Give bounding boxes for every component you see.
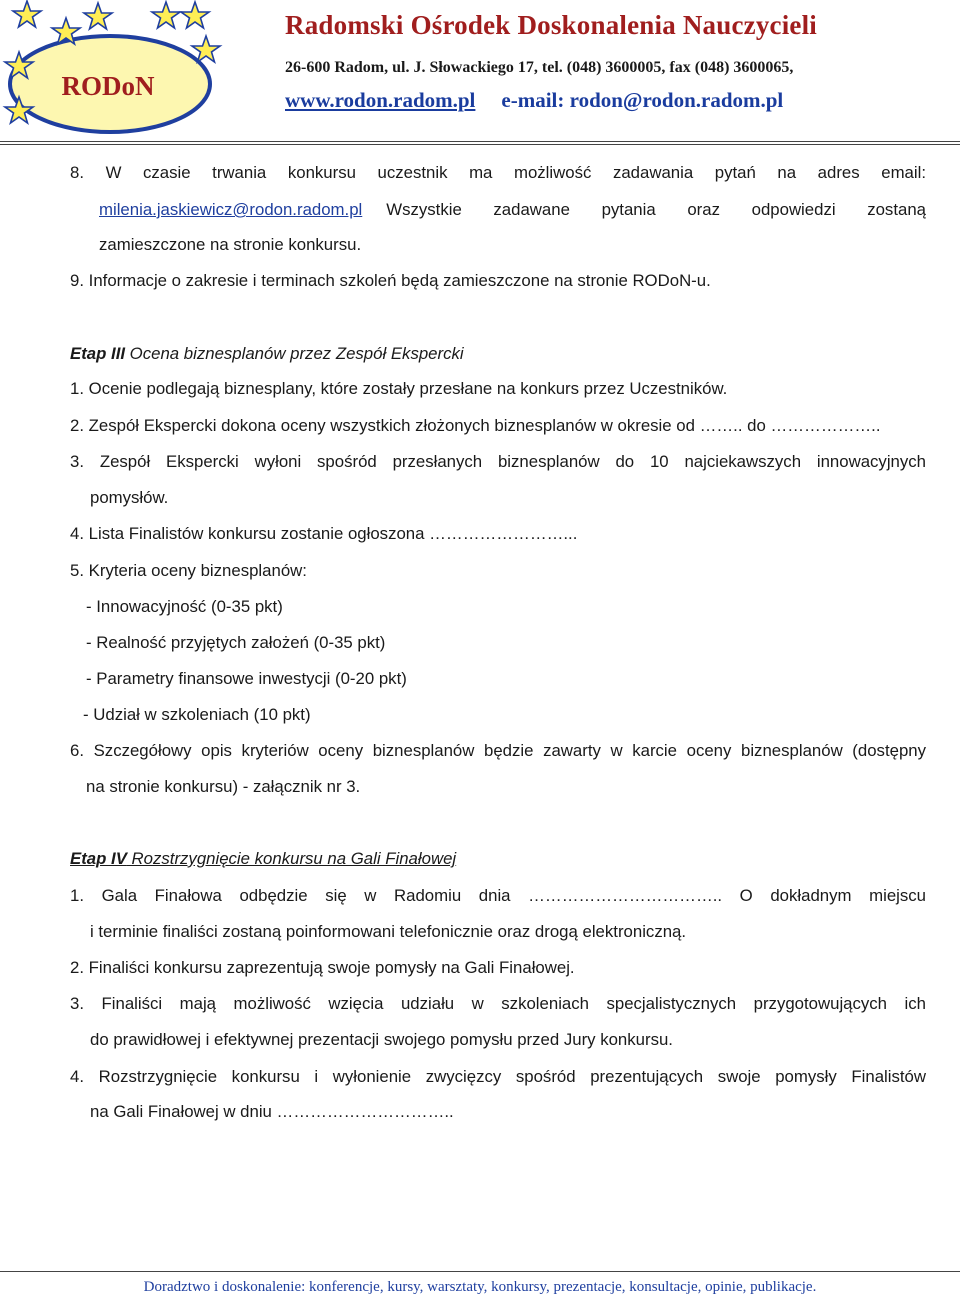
stage-4-label: Etap IV	[70, 849, 127, 868]
stage-4-item-3-line-2: do prawidłowej i efektywnej prezentacji swojego pomysłu przed Jury konkursu.	[90, 1030, 673, 1049]
logo-text: RODoN	[61, 71, 155, 101]
item-8-line-2-text: Wszystkie zadawane pytania oraz odpowiedzi zostaną	[386, 200, 926, 219]
footer-divider	[0, 1271, 960, 1272]
star-icon	[181, 2, 209, 28]
star-icon	[13, 1, 41, 27]
org-name: Radomski Ośrodek Doskonalenia Nauczycieli	[285, 10, 817, 40]
rodon-logo	[0, 0, 230, 135]
stage-4-item-4-line-2: na Gali Finałowej w dniu …………………………..	[90, 1102, 454, 1121]
criterion-item: - Realność przyjętych założeń (0-35 pkt)	[86, 633, 386, 652]
stage-3-item-3-line-1: 3. Zespół Ekspercki wyłoni spośród przesłanych biznesplanów do 10 najciekawszych innowacyjnych	[70, 452, 926, 471]
stage-4-item-1-line-2: i terminie finaliści zostaną poinformowani telefonicznie oraz drogą elektroniczną.	[90, 922, 687, 941]
stage-3-label: Etap III	[70, 344, 126, 363]
website-link[interactable]: www.rodon.radom.pl	[285, 88, 476, 112]
stage-3-item-3-line-2: pomysłów.	[90, 488, 169, 507]
org-address: 26-600 Radom, ul. J. Słowackiego 17, tel. (048) 3600005, fax (048) 3600065,	[285, 59, 794, 76]
criterion-item: - Parametry finansowe inwestycji (0-20 pkt)	[86, 669, 407, 688]
stage-4-item-4-line-1: 4. Rozstrzygnięcie konkursu i wyłonienie zwycięzcy spośród prezentujących swoje pomysły Finalistów	[70, 1067, 926, 1086]
star-icon	[84, 3, 112, 29]
stage-3-item-6-line-1: 6. Szczegółowy opis kryteriów oceny biznesplanów będzie zawarty w karcie oceny biznesplanów (dostępny	[70, 741, 926, 760]
stage-4-item-2: 2. Finaliści konkursu zaprezentują swoje pomysły na Gali Finałowej.	[70, 958, 575, 977]
item-8-line-1: 8. W czasie trwania konkursu uczestnik ma możliwość zadawania pytań na adres email:	[70, 163, 926, 182]
stage-3-item-1: 1. Ocenie podlegają biznesplany, które zostały przesłane na konkurs przez Uczestników.	[70, 379, 728, 398]
criterion-item: - Innowacyjność (0-35 pkt)	[86, 597, 283, 616]
stage-3-item-5: 5. Kryteria oceny biznesplanów:	[70, 561, 307, 580]
header-divider-secondary	[0, 144, 960, 145]
stage-4-item-3-line-1: 3. Finaliści mają możliwość wzięcia udziału w szkoleniach specjalistycznych przygotowujących ich	[70, 994, 926, 1013]
stage-3-item-6-line-2: na stronie konkursu) - załącznik nr 3.	[86, 777, 361, 796]
item-8-line-3: zamieszczone na stronie konkursu.	[99, 235, 362, 254]
header-divider	[0, 141, 960, 142]
contact-email-link[interactable]: milenia.jaskiewicz@rodon.radom.pl	[99, 200, 363, 219]
item-8-line-2	[99, 199, 926, 221]
stage-4-heading	[70, 848, 456, 870]
stage-4-title: Rozstrzygnięcie konkursu na Gali Finałowej	[126, 849, 457, 868]
item-9: 9. Informacje o zakresie i terminach szkoleń będą zamieszczone na stronie RODoN-u.	[70, 271, 711, 290]
stage-3-item-2: 2. Zespół Ekspercki dokona oceny wszystkich złożonych biznesplanów w okresie od …….. do ………………..	[70, 416, 881, 435]
criterion-item: - Udział w szkoleniach (10 pkt)	[83, 705, 311, 724]
star-icon	[152, 2, 180, 28]
email-contact[interactable]: e-mail: rodon@rodon.radom.pl	[501, 88, 784, 112]
stage-3-heading	[70, 343, 464, 365]
org-contact	[285, 88, 783, 113]
stage-4-item-1-line-1: 1. Gala Finałowa odbędzie się w Radomiu dnia …………………………….. O dokładnym miejscu	[70, 886, 926, 905]
footer-tagline: Doradztwo i doskonalenie: konferencje, kursy, warsztaty, konkursy, prezentacje, konsultacje, opinie, publikacje.	[143, 1279, 817, 1295]
stage-3-item-4: 4. Lista Finalistów konkursu zostanie ogłoszona ……………………...	[70, 524, 578, 543]
stage-3-title: Ocena biznesplanów przez Zespół Ekspercki	[125, 344, 464, 363]
